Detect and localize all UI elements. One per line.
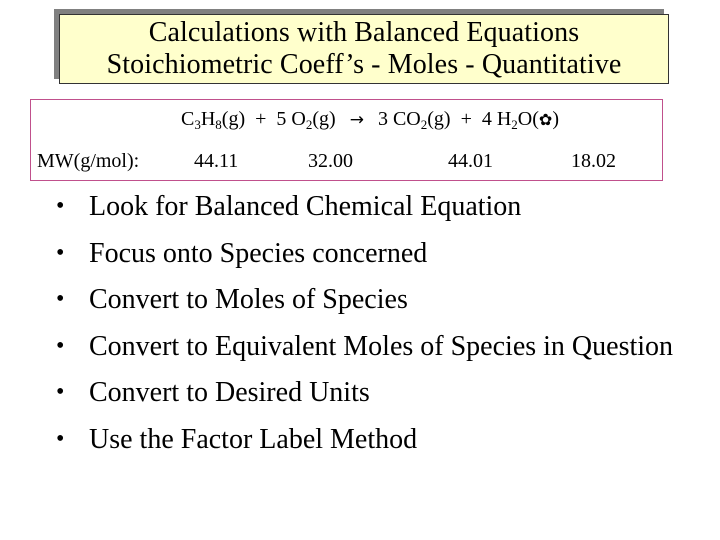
list-item: • Focus onto Species concerned: [56, 237, 428, 269]
liquid-state-symbol-icon: ✿: [538, 110, 553, 129]
bullet-icon: •: [56, 379, 65, 405]
mw-value-water: 18.02: [571, 150, 616, 172]
bullet-icon: •: [56, 286, 65, 312]
mw-value-co2: 44.01: [448, 150, 493, 172]
steps-list: [56, 190, 676, 469]
bullet-icon: •: [56, 332, 65, 359]
equation-panel: [30, 99, 663, 181]
title-line-2: Stoichiometric Coeff’s - Moles - Quantitative: [106, 49, 622, 80]
list-item: • Look for Balanced Chemical Equation: [56, 191, 522, 222]
bullet-icon: •: [56, 425, 65, 452]
plus-sign: +: [460, 108, 472, 130]
water-formula: 4 $H_2O(✿)$: [481, 108, 559, 132]
mw-label: MW(g/mol):: [37, 150, 140, 172]
co2-formula: 3 $CO_2(g)$: [377, 108, 451, 132]
bullet-icon: •: [56, 193, 65, 219]
list-item: • Use the Factor Label Method: [56, 423, 418, 455]
list-item: • Convert to Equivalent Moles of Species in Question: [56, 330, 674, 362]
balanced-equation: [181, 108, 559, 131]
list-item: • Convert to Moles of Species: [56, 284, 408, 315]
list-item: • Convert to Desired Units: [56, 377, 370, 408]
bullet-icon: •: [56, 239, 65, 266]
oxygen-formula: 5 $O_2(g)$: [276, 108, 336, 132]
right-arrow-icon: →: [349, 110, 364, 130]
title-banner: [59, 14, 669, 84]
mw-value-propane: 44.11: [194, 150, 239, 172]
mw-value-oxygen: 32.00: [308, 150, 353, 172]
title-line-1: Calculations with Balanced Equations: [148, 17, 580, 48]
plus-sign: +: [255, 108, 267, 130]
propane-formula: $C_3H_8(g)$: [181, 108, 246, 132]
